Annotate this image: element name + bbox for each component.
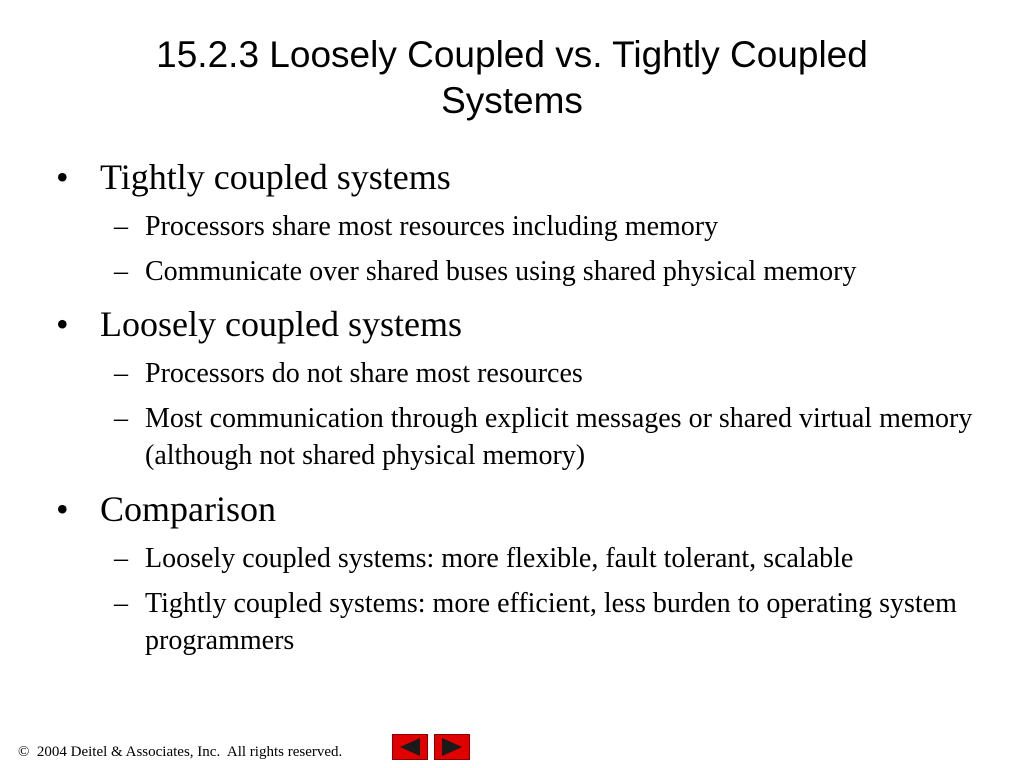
sub-point-text: Loosely coupled systems: more flexible, fault tolerant, scalable [145,543,854,574]
dash-mark: – [114,588,128,619]
next-slide-button[interactable] [434,734,470,760]
bullet-mark: • [56,489,69,529]
sub-point-text: Processors share most resources including memory [145,211,719,242]
title-line-2: Systems [441,80,583,121]
copyright-footer: © 2004 Deitel & Associates, Inc. All rights reserved. [18,744,343,760]
title-line-1: 15.2.3 Loosely Coupled vs. Tightly Coupled [156,34,868,75]
bullet-mark: • [56,304,69,344]
sub-point-text: Most communication through explicit messages or shared virtual memory (although not shared physical memory) [145,403,973,471]
dash-mark: – [114,543,128,574]
dash-mark: – [114,256,128,287]
previous-slide-button[interactable] [392,734,428,760]
bullet-heading: Comparison [100,489,276,529]
sub-point-text: Communicate over shared buses using shared physical memory [145,256,857,287]
bullet-mark: • [56,157,69,197]
bullet-heading: Tightly coupled systems [100,157,451,197]
dash-mark: – [114,358,128,389]
bullet-heading: Loosely coupled systems [100,304,462,344]
dash-mark: – [114,211,128,242]
sub-point-text: Tightly coupled systems: more efficient, less burden to operating system programmers [145,588,957,656]
dash-mark: – [114,403,128,434]
sub-point-text: Processors do not share most resources [145,358,583,389]
